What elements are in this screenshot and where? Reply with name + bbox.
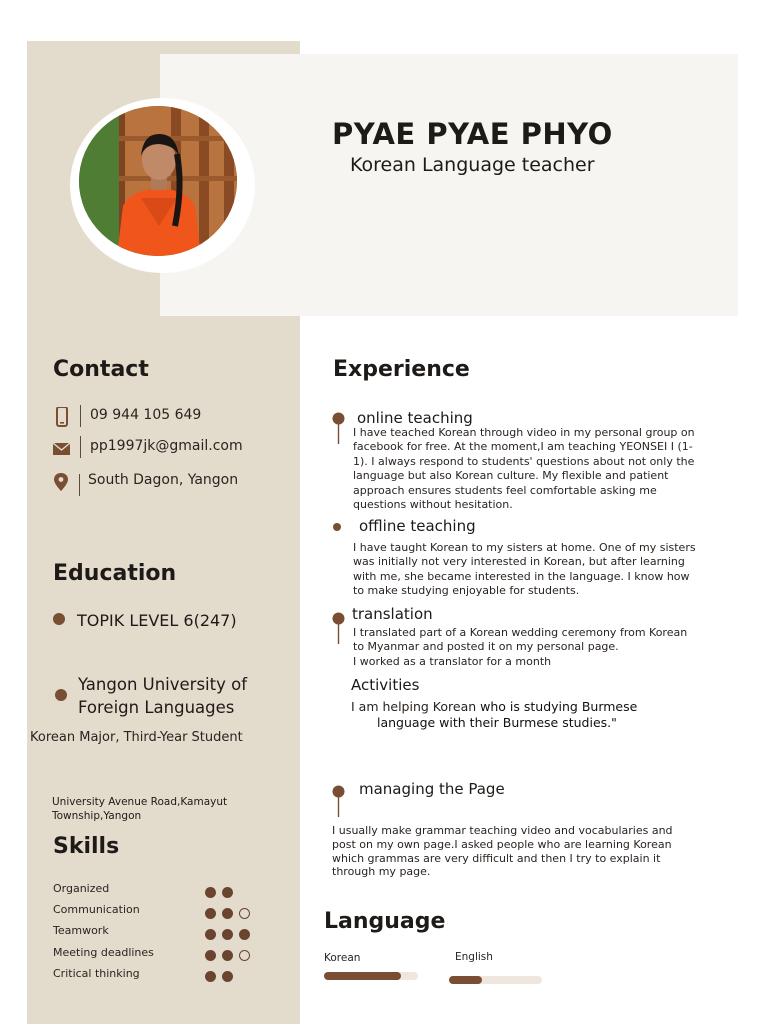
activities-text-b: who is studying Burmese: [480, 699, 638, 714]
contact-address-row: [53, 470, 293, 494]
skill-label: Meeting deadlines: [53, 946, 154, 959]
university-line-1: Yangon University of: [78, 675, 248, 694]
text-line: questions without hesitation.: [353, 498, 513, 512]
phone-icon: [53, 407, 71, 427]
contact-phone-row: [53, 405, 293, 429]
text-line: I worked as a translator for a month: [353, 654, 552, 668]
contact-separator: [79, 474, 80, 496]
skill-rating: [205, 883, 239, 896]
experience-translation-body: [353, 626, 743, 669]
text-line: approach ensures students feel comfortable asking me: [353, 483, 657, 497]
activities-title: Activities: [351, 676, 420, 694]
pin-marker-icon: [332, 785, 345, 819]
university-address-line-2: Township,Yangon: [52, 810, 142, 822]
candidate-name: PYAE PYAE PHYO: [332, 117, 613, 151]
university-line-2: Foreign Languages: [78, 698, 235, 717]
skill-rating: [205, 925, 256, 938]
contact-heading: Contact: [53, 357, 149, 382]
skill-label: Critical thinking: [53, 967, 140, 980]
skills-heading: Skills: [53, 834, 120, 859]
skill-label: Communication: [53, 903, 140, 916]
experience-online-body: [353, 426, 743, 512]
experience-offline-title: offline teaching: [359, 517, 476, 535]
rating-dot-filled: [239, 929, 250, 940]
address-text: South Dagon, Yangon: [88, 472, 239, 488]
rating-dot-filled: [222, 971, 233, 982]
activities-line-2: language with their Burmese studies.": [377, 715, 617, 730]
experience-offline-body: [353, 541, 743, 599]
language-bar-track: [449, 976, 542, 984]
text-line: with me, she became interested in the language. I know how: [353, 569, 690, 583]
experience-online-title: online teaching: [357, 409, 473, 427]
education-heading: Education: [53, 561, 177, 586]
rating-dot-filled: [222, 887, 233, 898]
text-line: to make studying enjoyable for students.: [353, 584, 580, 598]
language-heading: Language: [324, 909, 446, 934]
skill-rating: [205, 904, 256, 917]
rating-dot-filled: [222, 929, 233, 940]
skill-label: Teamwork: [53, 924, 109, 937]
language-label: English: [455, 951, 493, 963]
experience-heading: Experience: [333, 357, 470, 382]
text-line: I have taught Korean to my sisters at home. One of my sisters: [353, 541, 696, 554]
text-line: was initially not very interested in Korean, but after learning: [353, 555, 685, 569]
contact-email-row: [53, 436, 293, 460]
rating-dot-empty: [239, 950, 250, 961]
email-text: pp1997jk@gmail.com: [90, 438, 243, 454]
bullet-dot: [55, 689, 67, 701]
rating-dot-filled: [222, 950, 233, 961]
bullet-dot: [53, 613, 65, 625]
contact-separator: [80, 405, 81, 427]
text-line: 1). I always respond to students' questions about not only the: [353, 454, 695, 468]
rating-dot-filled: [205, 929, 216, 940]
university-detail: Korean Major, Third-Year Student: [30, 730, 243, 745]
rating-dot-filled: [205, 908, 216, 919]
language-bar-fill: [324, 972, 401, 980]
university-address-line-1: University Avenue Road,Kamayut: [52, 796, 228, 808]
education-item-university: [78, 673, 247, 719]
language-label: Korean: [324, 952, 361, 964]
rating-dot-filled: [205, 950, 216, 961]
profile-photo: [79, 106, 237, 256]
bullet-dot: [333, 523, 341, 531]
activities-line-1: [351, 699, 637, 714]
rating-dot-filled: [205, 887, 216, 898]
mail-icon: [53, 438, 71, 458]
rating-dot-filled: [222, 908, 233, 919]
skill-label: Organized: [53, 882, 110, 895]
skill-rating: [205, 967, 239, 980]
experience-translation-title: translation: [352, 605, 433, 623]
location-pin-icon: [53, 472, 71, 492]
phone-text: 09 944 105 649: [90, 407, 202, 423]
text-line: I usually make grammar teaching video and vocabularies and: [332, 824, 673, 837]
text-line: I translated part of a Korean wedding ceremony from Korean: [353, 626, 688, 639]
education-item-topik: TOPIK LEVEL 6(247): [77, 611, 237, 630]
rating-dot-filled: [205, 971, 216, 982]
text-line: which grammas are very difficult and then I try to explain it: [332, 851, 661, 865]
text-line: through my page.: [332, 865, 431, 879]
language-bar-track: [324, 972, 418, 980]
text-line: to Myanmar and posted it on my personal page.: [353, 640, 619, 654]
text-line: facebook for free. At the moment,I am teaching YEONSEI I (1-: [353, 440, 693, 454]
text-line: language but also Korean culture. My flexible and patient: [353, 469, 669, 483]
language-bar-fill: [449, 976, 482, 984]
experience-page-title: managing the Page: [359, 780, 505, 798]
activities-text-a: I am helping Korean: [351, 699, 481, 714]
candidate-role: Korean Language teacher: [350, 154, 595, 176]
pin-marker-icon: [332, 412, 345, 446]
rating-dot-empty: [239, 908, 250, 919]
pin-marker-icon: [332, 612, 345, 646]
experience-page-body: [332, 824, 732, 879]
text-line: I have teached Korean through video in my personal group on: [353, 426, 695, 439]
university-address: [52, 795, 227, 823]
contact-separator: [80, 436, 81, 458]
text-line: post on my own page.I asked people who are learning Korean: [332, 837, 672, 851]
skill-rating: [205, 946, 256, 959]
